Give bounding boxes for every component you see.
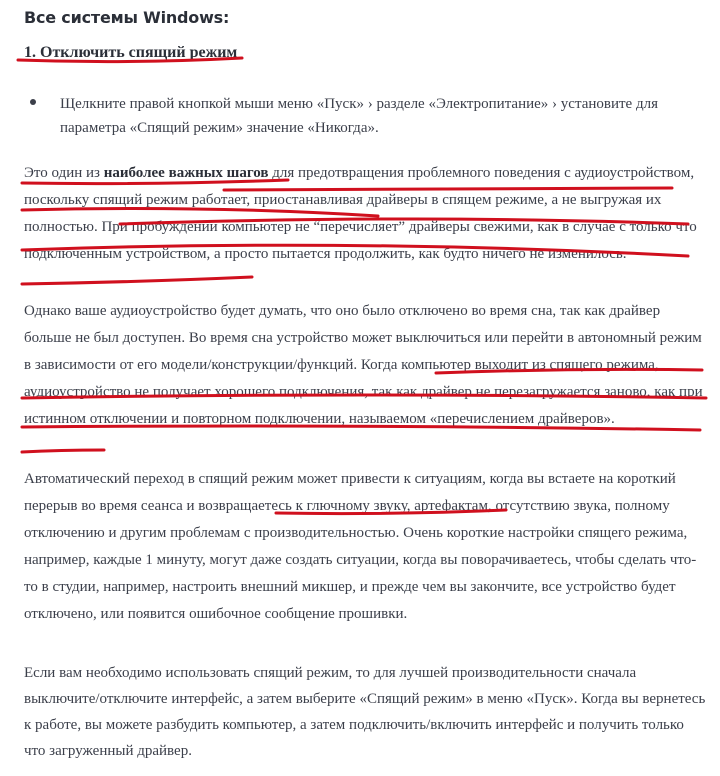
section-title: 1. Отключить спящий режим — [24, 44, 238, 61]
paragraph-1-emphasis: наиболее важных шагов — [103, 165, 269, 181]
paragraph-1-lead: Это один из — [24, 165, 104, 181]
paragraph-1 — [24, 160, 708, 268]
underline-p1-line5 — [22, 277, 252, 284]
instruction-text: Щелкните правой кнопкой мыши меню «Пуск» › разделе «Электропитание» › установите для параметра «Спящий режим» значение «Никогда». — [60, 96, 658, 136]
paragraph-3: Автоматический переход в спящий режим может привести к ситуациям, когда вы встаете на короткий перерыв во время сеанса и возвращаетесь к глючному звуку, артефактам, отсутствию звука, полному отключению и другим проблемам с производительностью. Очень короткие настройки спящего режима, например, каждые 1 минуту, могут даже создать ситуации, когда вы поворачиваетесь, чтобы сделать что-то в студии, например, настроить внешний микшер, и прежде чем вы закончите, все устройство будет отключено, или появится ошибочное сообщение прошивки. — [24, 471, 697, 622]
paragraph-4: Если вам необходимо использовать спящий режим, то для лучшей производительности сначала выключите/отключите интерфейс, а затем выберите «Спящий режим» в меню «Пуск». Когда вы вернетесь к работе, вы можете разбудить компьютер, а затем подключить/включить интерфейс и получить только что загруженный драйвер. — [24, 665, 706, 759]
underline-p2-line6 — [22, 450, 104, 452]
paragraph-1-rest: для предотвращения проблемного поведения с аудиоустройством, поскольку спящий режим работает, приостанавливая драйверы в спящем режиме, а не выгружая их полностью. При пробуждении компьютер не “перечисляет” драйверы свежими, как в случае с только что подключенным устройством, а просто пытается продолжить, как будто ничего не изменилось. — [24, 165, 697, 262]
paragraph-2: Однако ваше аудиоустройство будет думать, что оно было отключено во время сна, так как драйвер больше не был доступен. Во время сна устройство может выключиться или перейти в автономный режим в зависимости от его модели/конструкции/функций. Когда компьютер выходит из спящего режима, аудиоустройство не получает хорошего подключения, так как драйвер не перезагружается заново, как при истинном отключении и повторном подключении, называемом «перечислением драйверов». — [24, 303, 703, 427]
bullet-icon — [30, 99, 36, 105]
os-heading: Все системы Windows: — [24, 8, 230, 27]
